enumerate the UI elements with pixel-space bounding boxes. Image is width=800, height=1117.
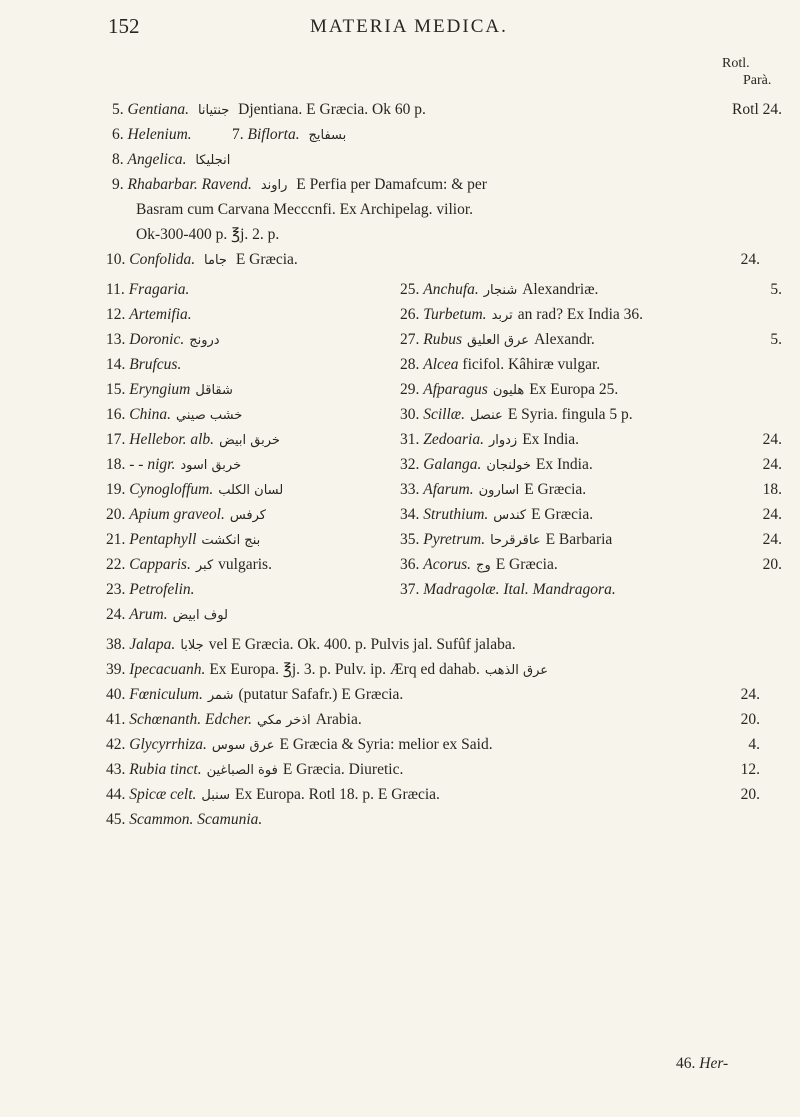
entry-13: 13. Doronic. درونج bbox=[106, 331, 220, 348]
column-heading-para: Parà. bbox=[743, 73, 772, 88]
entry-22: 22. Capparis. كبر vulgaris. bbox=[106, 556, 272, 573]
entry-11: 11. Fragaria. bbox=[106, 281, 190, 298]
entry-29: 29. Afparagus هليون Ex Europa 25. bbox=[400, 381, 619, 398]
entry-10: 10. Confolida. جاما E Græcia. bbox=[106, 251, 298, 268]
entry-42: 42. Glycyrrhiza. عرق سوس E Græcia & Syria: melior ex Said. bbox=[106, 736, 493, 753]
entry-17: 17. Hellebor. alb. خربق ابيض bbox=[106, 431, 280, 448]
entry-32-qty: 24. bbox=[762, 456, 782, 473]
entry-24: 24. Arum. لوف ابيض bbox=[106, 606, 228, 623]
entry-27: 27. Rubus عرق العليق Alexandr. bbox=[400, 331, 595, 348]
running-title: MATERIA MEDICA. bbox=[310, 16, 508, 37]
entry-33: 33. Afarum. اسارون E Græcia. bbox=[400, 481, 587, 498]
entry-35-qty: 24. bbox=[762, 531, 782, 548]
entry-33-qty: 18. bbox=[762, 481, 782, 498]
entry-44: 44. Spicæ celt. سنبل Ex Europa. Rotl 18. p. E Græcia. bbox=[106, 786, 440, 803]
entry-37: 37. Madragolæ. Ital. Mandragora. bbox=[400, 581, 616, 598]
entry-12: 12. Artemifia. bbox=[106, 306, 192, 323]
entry-20: 20. Apium graveol. كرفس bbox=[106, 506, 266, 523]
entry-name: Gentiana. bbox=[127, 101, 190, 118]
entry-detail: Djentiana. E Græcia. Ok 60 p. bbox=[238, 101, 426, 118]
entry-44-qty: 20. bbox=[740, 786, 760, 803]
entry-number: 5. bbox=[112, 101, 124, 118]
column-heading-rotl: Rotl. bbox=[722, 56, 750, 71]
entry-9-cont: Basram cum Carvana Mecccnfi. Ex Archipelag. vilior. bbox=[136, 201, 474, 218]
entry-30: 30. Scillæ. عنصل E Syria. fingula 5 p. bbox=[400, 406, 633, 423]
entry-34-qty: 24. bbox=[762, 506, 782, 523]
entry-38: 38. Jalapa. جلابا vel E Græcia. Ok. 400. p. Pulvis jal. Sufûf jalaba. bbox=[106, 636, 516, 653]
page-number: 152 bbox=[108, 14, 140, 38]
entry-41: 41. Schœnanth. Edcher. اذخر مكي Arabia. bbox=[106, 711, 362, 728]
entry-35: 35. Pyretrum. عاقرقرحا E Barbaria bbox=[400, 531, 613, 548]
entry-31: 31. Zedoaria. زدوار Ex India. bbox=[400, 431, 580, 448]
entry-5-qty: Rotl 24. bbox=[732, 101, 782, 118]
entry-25-qty: 5. bbox=[770, 281, 782, 298]
entry-6: 6. Helenium. bbox=[112, 126, 192, 143]
entry-34: 34. Struthium. كندس E Græcia. bbox=[400, 506, 594, 523]
entry-9: 9. Rhabarbar. Ravend. راوند E Perfia per Damafcum: & per bbox=[112, 176, 487, 193]
arabic-name: جنتيانا bbox=[197, 103, 230, 118]
entry-7: 7. Biflorta. بسفايج bbox=[232, 126, 347, 143]
entry-19: 19. Cynogloffum. لسان الكلب bbox=[106, 481, 284, 498]
entry-14: 14. Brufcus. bbox=[106, 356, 182, 373]
entry-15: 15. Eryngium شقاقل bbox=[106, 381, 233, 398]
entry-43-qty: 12. bbox=[740, 761, 760, 778]
entry-5 bbox=[112, 100, 426, 121]
entry-39: 39. Ipecacuanh. Ex Europa. ℥j. 3. p. Pulv. ip. Ærq ed dahab. عرق الذهب bbox=[106, 661, 549, 678]
entry-28: 28. Alcea ficifol. Kâhiræ vulgar. bbox=[400, 356, 601, 373]
entry-36: 36. Acorus. وج E Græcia. bbox=[400, 556, 558, 573]
entry-10-qty: 24. bbox=[740, 251, 760, 268]
entry-36-qty: 20. bbox=[762, 556, 782, 573]
entry-8: 8. Angelica. انجليكا bbox=[112, 151, 231, 168]
entry-27-qty: 5. bbox=[770, 331, 782, 348]
entry-25: 25. Anchufa. شنجار Alexandriæ. bbox=[400, 281, 599, 298]
entry-43: 43. Rubia tinct. فوة الصباغين E Græcia. Diuretic. bbox=[106, 761, 404, 778]
entry-18: 18. - - nigr. خربق اسود bbox=[106, 456, 242, 473]
entry-9-cont2: Ok-300-400 p. ℥j. 2. p. bbox=[136, 226, 280, 243]
entry-21: 21. Pentaphyll بنج انكشت bbox=[106, 531, 261, 548]
entry-40: 40. Fœniculum. شمر (putatur Safafr.) E Græcia. bbox=[106, 686, 404, 703]
entry-16: 16. China. خشب صيني bbox=[106, 406, 243, 423]
entry-42-qty: 4. bbox=[748, 736, 760, 753]
entry-45: 45. Scammon. Scamunia. bbox=[106, 811, 263, 828]
entry-23: 23. Petrofelin. bbox=[106, 581, 195, 598]
entry-40-qty: 24. bbox=[740, 686, 760, 703]
entry-41-qty: 20. bbox=[740, 711, 760, 728]
entry-31-qty: 24. bbox=[762, 431, 782, 448]
catchword: 46. Her- bbox=[676, 1055, 729, 1072]
entry-32: 32. Galanga. خولنجان Ex India. bbox=[400, 456, 593, 473]
entry-26: 26. Turbetum. تربد an rad? Ex India 36. bbox=[400, 306, 644, 323]
